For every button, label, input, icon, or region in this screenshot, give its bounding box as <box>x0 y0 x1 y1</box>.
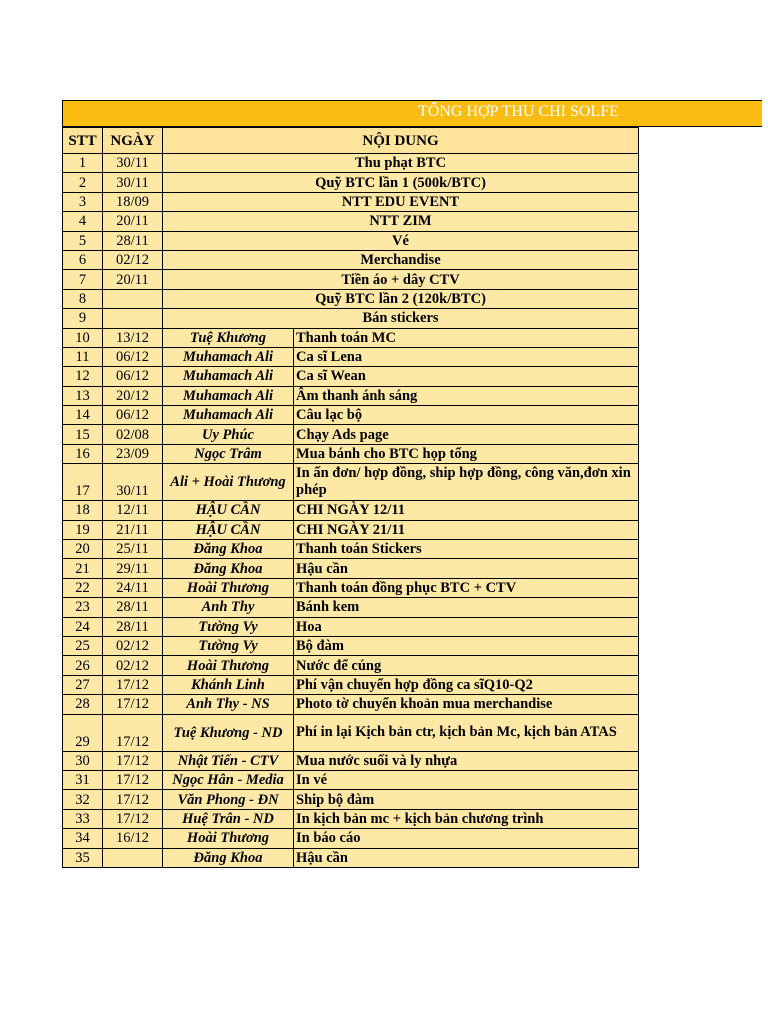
row-content: Bánh kem <box>294 598 639 617</box>
row-person: Tuệ Khương - ND <box>163 714 294 751</box>
row-person: Nhật Tiến - CTV <box>163 751 294 770</box>
row-person: Hoài Thương <box>163 829 294 848</box>
table-row <box>63 617 639 636</box>
row-stt: 25 <box>63 636 103 655</box>
row-person: Khánh Linh <box>163 675 294 694</box>
row-date: 17/12 <box>103 675 163 694</box>
table-row <box>63 192 639 211</box>
row-content: Chạy Ads page <box>294 425 639 444</box>
row-date: 17/12 <box>103 751 163 770</box>
row-person: Hoài Thương <box>163 656 294 675</box>
row-date <box>103 848 163 867</box>
table-row <box>63 250 639 269</box>
row-stt: 24 <box>63 617 103 636</box>
row-stt: 3 <box>63 192 103 211</box>
row-content: Bán stickers <box>163 309 639 328</box>
row-date: 02/12 <box>103 250 163 269</box>
row-person: Văn Phong - ĐN <box>163 790 294 809</box>
table-row <box>63 848 639 867</box>
row-date: 17/12 <box>103 714 163 751</box>
row-content: Thanh toán Stickers <box>294 540 639 559</box>
row-content: Hậu cần <box>294 848 639 867</box>
row-stt: 4 <box>63 212 103 231</box>
row-stt: 26 <box>63 656 103 675</box>
row-person: Uy Phúc <box>163 425 294 444</box>
table-row <box>63 598 639 617</box>
row-date <box>103 289 163 308</box>
row-date: 29/11 <box>103 559 163 578</box>
table-row <box>63 656 639 675</box>
row-person: Anh Thy - NS <box>163 695 294 714</box>
row-content: Hoa <box>294 617 639 636</box>
table-row <box>63 406 639 425</box>
row-content: Nước để cúng <box>294 656 639 675</box>
row-date: 17/12 <box>103 809 163 828</box>
row-date <box>103 309 163 328</box>
row-stt: 7 <box>63 270 103 289</box>
table-row <box>63 309 639 328</box>
row-person: Đăng Khoa <box>163 848 294 867</box>
row-date: 06/12 <box>103 406 163 425</box>
row-person: Tường Vy <box>163 636 294 655</box>
row-stt: 35 <box>63 848 103 867</box>
table-row <box>63 347 639 366</box>
row-stt: 30 <box>63 751 103 770</box>
sheet-title: TỔNG HỢP THU CHI SOLFE <box>418 103 619 120</box>
row-person: Muhamach Ali <box>163 367 294 386</box>
row-date: 12/11 <box>103 501 163 520</box>
row-content: In kịch bản mc + kịch bản chương trình <box>294 809 639 828</box>
row-date: 17/12 <box>103 790 163 809</box>
row-content: NTT ZIM <box>163 212 639 231</box>
header-stt: STT <box>63 128 103 154</box>
row-stt: 28 <box>63 695 103 714</box>
table-row <box>63 751 639 770</box>
row-stt: 6 <box>63 250 103 269</box>
row-person: Muhamach Ali <box>163 347 294 366</box>
table-row <box>63 809 639 828</box>
row-stt: 5 <box>63 231 103 250</box>
table-row <box>63 770 639 789</box>
row-date: 28/11 <box>103 617 163 636</box>
table-row <box>63 367 639 386</box>
row-content: Câu lạc bộ <box>294 406 639 425</box>
row-date: 02/12 <box>103 636 163 655</box>
header-row <box>63 128 639 154</box>
row-person: HẬU CẦN <box>163 520 294 539</box>
row-content: In báo cáo <box>294 829 639 848</box>
table-row <box>63 154 639 173</box>
row-stt: 17 <box>63 464 103 501</box>
row-person: Muhamach Ali <box>163 386 294 405</box>
row-stt: 21 <box>63 559 103 578</box>
row-date: 20/11 <box>103 270 163 289</box>
row-stt: 13 <box>63 386 103 405</box>
row-person: Huệ Trân - ND <box>163 809 294 828</box>
row-content: Thanh toán MC <box>294 328 639 347</box>
row-content: Phí vận chuyển hợp đồng ca sĩQ10-Q2 <box>294 675 639 694</box>
row-date: 24/11 <box>103 578 163 597</box>
row-stt: 27 <box>63 675 103 694</box>
row-content: Hậu cần <box>294 559 639 578</box>
header-date: NGÀY <box>103 128 163 154</box>
table-row <box>63 425 639 444</box>
row-stt: 32 <box>63 790 103 809</box>
row-stt: 2 <box>63 173 103 192</box>
row-date: 25/11 <box>103 540 163 559</box>
row-date: 16/12 <box>103 829 163 848</box>
table-row <box>63 270 639 289</box>
row-person: Hoài Thương <box>163 578 294 597</box>
table-row <box>63 714 639 751</box>
row-date: 30/11 <box>103 464 163 501</box>
row-stt: 14 <box>63 406 103 425</box>
row-stt: 12 <box>63 367 103 386</box>
row-date: 20/12 <box>103 386 163 405</box>
row-stt: 19 <box>63 520 103 539</box>
row-date: 23/09 <box>103 444 163 463</box>
row-stt: 20 <box>63 540 103 559</box>
row-person: HẬU CẦN <box>163 501 294 520</box>
row-content: In ấn đơn/ hợp đồng, ship hợp đồng, công văn,đơn xin phép <box>294 464 639 501</box>
row-stt: 29 <box>63 714 103 751</box>
table-row <box>63 464 639 501</box>
row-stt: 16 <box>63 444 103 463</box>
row-date: 30/11 <box>103 154 163 173</box>
row-content: Ca sĩ Lena <box>294 347 639 366</box>
row-content: Mua bánh cho BTC họp tổng <box>294 444 639 463</box>
row-date: 13/12 <box>103 328 163 347</box>
row-stt: 23 <box>63 598 103 617</box>
row-date: 02/08 <box>103 425 163 444</box>
row-person: Tường Vy <box>163 617 294 636</box>
table-row <box>63 559 639 578</box>
row-content: NTT EDU EVENT <box>163 192 639 211</box>
row-stt: 11 <box>63 347 103 366</box>
row-content: Phí in lại Kịch bản ctr, kịch bản Mc, kịch bản ATAS <box>294 714 639 751</box>
row-person: Tuệ Khương <box>163 328 294 347</box>
table-row <box>63 212 639 231</box>
row-stt: 8 <box>63 289 103 308</box>
row-content: Quỹ BTC lần 2 (120k/BTC) <box>163 289 639 308</box>
table-row <box>63 520 639 539</box>
table-row <box>63 231 639 250</box>
row-date: 06/12 <box>103 367 163 386</box>
row-person: Ngọc Trâm <box>163 444 294 463</box>
table-row <box>63 636 639 655</box>
row-content: Vé <box>163 231 639 250</box>
table-row <box>63 328 639 347</box>
table-row <box>63 501 639 520</box>
row-person: Đăng Khoa <box>163 540 294 559</box>
row-content: In vé <box>294 770 639 789</box>
row-content: Ca sĩ Wean <box>294 367 639 386</box>
row-stt: 10 <box>63 328 103 347</box>
row-content: Mua nước suối và ly nhựa <box>294 751 639 770</box>
table-row <box>63 829 639 848</box>
row-date: 17/12 <box>103 770 163 789</box>
row-content: Bộ đàm <box>294 636 639 655</box>
finance-table <box>62 127 639 868</box>
title-bar <box>62 100 762 127</box>
row-person: Ngọc Hân - Media <box>163 770 294 789</box>
row-content: Merchandise <box>163 250 639 269</box>
row-stt: 31 <box>63 770 103 789</box>
table-row <box>63 578 639 597</box>
row-content: CHI NGÀY 12/11 <box>294 501 639 520</box>
table-row <box>63 289 639 308</box>
row-stt: 33 <box>63 809 103 828</box>
table-row <box>63 173 639 192</box>
row-stt: 1 <box>63 154 103 173</box>
row-date: 28/11 <box>103 598 163 617</box>
row-date: 02/12 <box>103 656 163 675</box>
table-row <box>63 386 639 405</box>
row-stt: 15 <box>63 425 103 444</box>
table-row <box>63 675 639 694</box>
table-row <box>63 695 639 714</box>
row-person: Anh Thy <box>163 598 294 617</box>
table-row <box>63 790 639 809</box>
row-content: Quỹ BTC lần 1 (500k/BTC) <box>163 173 639 192</box>
row-person: Muhamach Ali <box>163 406 294 425</box>
row-date: 17/12 <box>103 695 163 714</box>
row-content: Ship bộ đàm <box>294 790 639 809</box>
row-content: Thanh toán đồng phục BTC + CTV <box>294 578 639 597</box>
row-stt: 9 <box>63 309 103 328</box>
row-content: Thu phạt BTC <box>163 154 639 173</box>
row-person: Ali + Hoài Thương <box>163 464 294 501</box>
row-date: 28/11 <box>103 231 163 250</box>
row-person: Đăng Khoa <box>163 559 294 578</box>
row-content: Âm thanh ánh sáng <box>294 386 639 405</box>
row-date: 20/11 <box>103 212 163 231</box>
row-stt: 18 <box>63 501 103 520</box>
row-content: Tiền áo + dây CTV <box>163 270 639 289</box>
row-stt: 34 <box>63 829 103 848</box>
row-content: Photo tờ chuyển khoản mua merchandise <box>294 695 639 714</box>
row-stt: 22 <box>63 578 103 597</box>
row-date: 18/09 <box>103 192 163 211</box>
table-row <box>63 540 639 559</box>
row-content: CHI NGÀY 21/11 <box>294 520 639 539</box>
header-content: NỘI DUNG <box>163 128 639 154</box>
row-date: 06/12 <box>103 347 163 366</box>
table-row <box>63 444 639 463</box>
row-date: 30/11 <box>103 173 163 192</box>
row-date: 21/11 <box>103 520 163 539</box>
